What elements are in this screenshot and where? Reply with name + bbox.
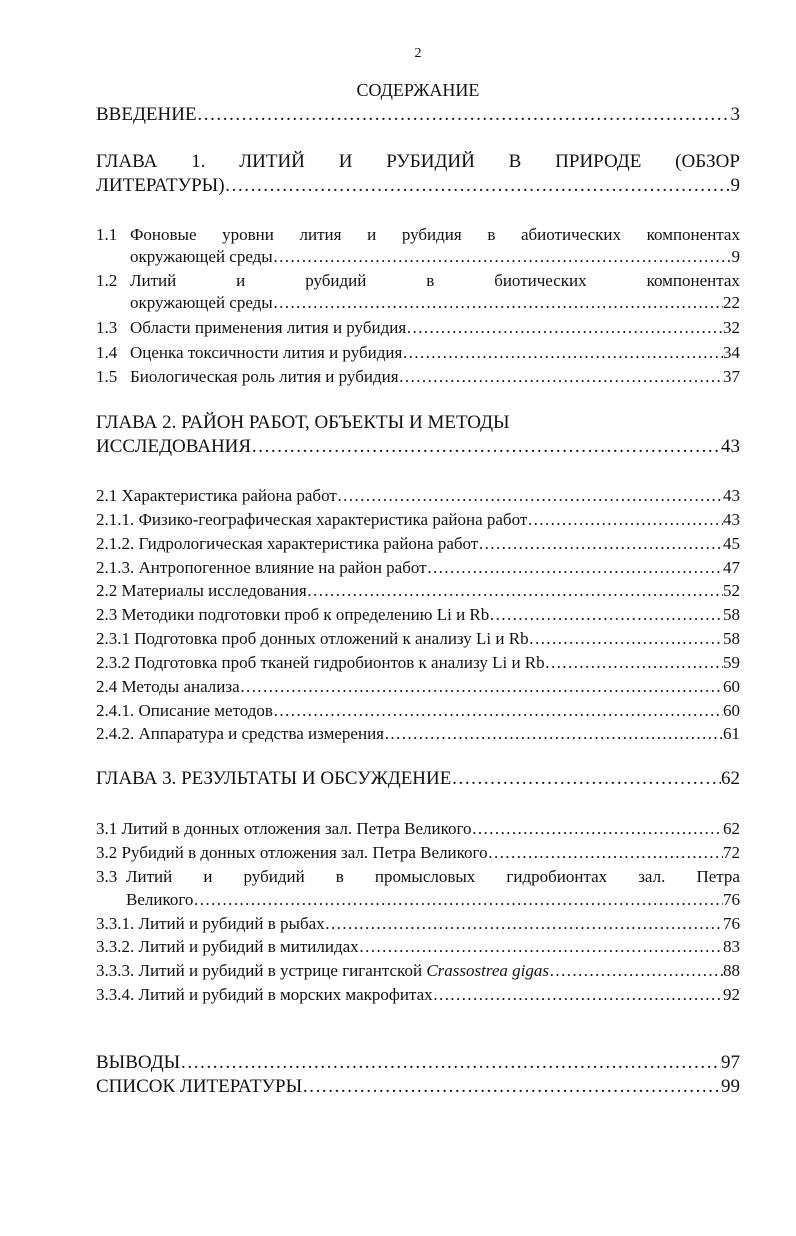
toc-entry-3-3-3[interactable]: 3.3.3. Литий и рубидий в устрице гигантской Crassostrea gigas ………………………………………………………………………………………………………………………………………………………………………… 88 bbox=[96, 960, 740, 982]
toc-entry-1-2-line2[interactable]: окружающей среды ………………………………………………………………………………………………………………………………………………………………………… 22 bbox=[130, 292, 740, 314]
toc-entry-3-3-2[interactable]: 3.3.2. Литий и рубидий в митилидах ………………………………………………………………………………………………………………………………………………………………………… 83 bbox=[96, 936, 740, 958]
toc-entry-3-1[interactable]: 3.1 Литий в донных отложения зал. Петра Великого ………………………………………………………………………………………………………………………………………………………………………… 62 bbox=[96, 818, 740, 840]
toc-number: 1.2 bbox=[96, 271, 118, 290]
toc-entry-2-3-1[interactable]: 2.3.1 Подготовка проб донных отложений к анализу Li и Rb ………………………………………………………………………………………………………………………………………………………………………… 58 bbox=[96, 628, 740, 650]
toc-entry-references[interactable]: СПИСОК ЛИТЕРАТУРЫ ………………………………………………………………………………………………………………………………………………………………………… 99 bbox=[96, 1076, 740, 1098]
toc-entry-2-4-1[interactable]: 2.4.1. Описание методов ………………………………………………………………………………………………………………………………………………………………………… 60 bbox=[96, 700, 740, 722]
toc-entry-3-3-4[interactable]: 3.3.4. Литий и рубидий в морских макрофитах ………………………………………………………………………………………………………………………………………………………………………… 92 bbox=[96, 984, 740, 1006]
toc-number: 3.3 bbox=[96, 867, 118, 886]
chapter3-heading[interactable]: ГЛАВА 3. РЕЗУЛЬТАТЫ И ОБСУЖДЕНИЕ ………………………………………………………………………………………………………………………………………………………………………… 62 bbox=[96, 768, 740, 790]
toc-entry-1-5[interactable]: Биологическая роль лития и рубидия ………………………………………………………………………………………………………………………………………………………………………… 37 bbox=[130, 366, 740, 388]
toc-number: 1.1 bbox=[96, 225, 118, 244]
toc-entry-2-1-3[interactable]: 2.1.3. Антропогенное влияние на район работ ………………………………………………………………………………………………………………………………………………………………………… 47 bbox=[96, 557, 740, 579]
chapter2-heading-line1[interactable]: ГЛАВА 2. РАЙОН РАБОТ, ОБЪЕКТЫ И МЕТОДЫ bbox=[96, 412, 510, 433]
toc-entry-introduction[interactable]: ВВЕДЕНИЕ ………………………………………………………………………………………………………………………………………………………………………… 3 bbox=[96, 104, 740, 126]
page-number: 2 bbox=[414, 46, 422, 61]
toc-entry-1-4[interactable]: Оценка токсичности лития и рубидия ………………………………………………………………………………………………………………………………………………………………………… 34 bbox=[130, 342, 740, 364]
toc-entry-2-1[interactable]: 2.1 Характеристика района работ ………………………………………………………………………………………………………………………………………………………………………… 43 bbox=[96, 485, 740, 507]
toc-entry-3-3-1[interactable]: 3.3.1. Литий и рубидий в рыбах ………………………………………………………………………………………………………………………………………………………………………… 76 bbox=[96, 913, 740, 935]
toc-entry-3-3-line2[interactable]: Великого ………………………………………………………………………………………………………………………………………………………………………… 76 bbox=[126, 889, 740, 911]
toc-entry-1-1-line1[interactable]: Фоновые уровни лития и рубидия в абиотических компонентах bbox=[130, 225, 740, 244]
chapter1-heading-line2[interactable]: ЛИТЕРАТУРЫ) ………………………………………………………………………………………………………………………………………………………………………… 9 bbox=[96, 175, 740, 197]
toc-entry-2-3-2[interactable]: 2.3.2 Подготовка проб тканей гидробионтов к анализу Li и Rb ………………………………………………………………………………………………………………………………………………………………………… 59 bbox=[96, 652, 740, 674]
toc-number: 1.3 bbox=[96, 318, 118, 337]
toc-entry-2-4[interactable]: 2.4 Методы анализа ………………………………………………………………………………………………………………………………………………………………………… 60 bbox=[96, 676, 740, 698]
toc-entry-1-3[interactable]: Области применения лития и рубидия ………………………………………………………………………………………………………………………………………………………………………… 32 bbox=[130, 317, 740, 339]
toc-entry-3-2[interactable]: 3.2 Рубидий в донных отложения зал. Петра Великого ………………………………………………………………………………………………………………………………………………………………………… 72 bbox=[96, 842, 740, 864]
toc-entry-2-1-1[interactable]: 2.1.1. Физико-географическая характеристика района работ ………………………………………………………………………………………………………………………………………………………………………… 43 bbox=[96, 509, 740, 531]
toc-entry-2-3[interactable]: 2.3 Методики подготовки проб к определению Li и Rb ………………………………………………………………………………………………………………………………………………………………………… 58 bbox=[96, 604, 740, 626]
toc-number: 1.5 bbox=[96, 367, 118, 386]
toc-entry-2-2[interactable]: 2.2 Материалы исследования ………………………………………………………………………………………………………………………………………………………………………… 52 bbox=[96, 580, 740, 602]
toc-entry-2-1-2[interactable]: 2.1.2. Гидрологическая характеристика района работ ………………………………………………………………………………………………………………………………………………………………………… 45 bbox=[96, 533, 740, 555]
toc-entry-1-1-line2[interactable]: окружающей среды ………………………………………………………………………………………………………………………………………………………………………… 9 bbox=[130, 246, 740, 268]
toc-number: 1.4 bbox=[96, 343, 118, 362]
chapter1-heading-line1[interactable]: ГЛАВА 1. ЛИТИЙ И РУБИДИЙ В ПРИРОДЕ (ОБЗОР bbox=[96, 151, 740, 172]
toc-entry-1-2-line1[interactable]: Литий и рубидий в биотических компонентах bbox=[130, 271, 740, 290]
chapter2-heading-line2[interactable]: ИССЛЕДОВАНИЯ ………………………………………………………………………………………………………………………………………………………………………… 43 bbox=[96, 436, 740, 458]
toc-entry-2-4-2[interactable]: 2.4.2. Аппаратура и средства измерения ………………………………………………………………………………………………………………………………………………………………………… 61 bbox=[96, 723, 740, 745]
toc-entry-3-3-line1[interactable]: Литий и рубидий в промысловых гидробионтах зал. Петра bbox=[126, 867, 740, 886]
toc-entry-conclusions[interactable]: ВЫВОДЫ ………………………………………………………………………………………………………………………………………………………………………… 97 bbox=[96, 1052, 740, 1074]
toc-title: СОДЕРЖАНИЕ bbox=[356, 80, 480, 100]
